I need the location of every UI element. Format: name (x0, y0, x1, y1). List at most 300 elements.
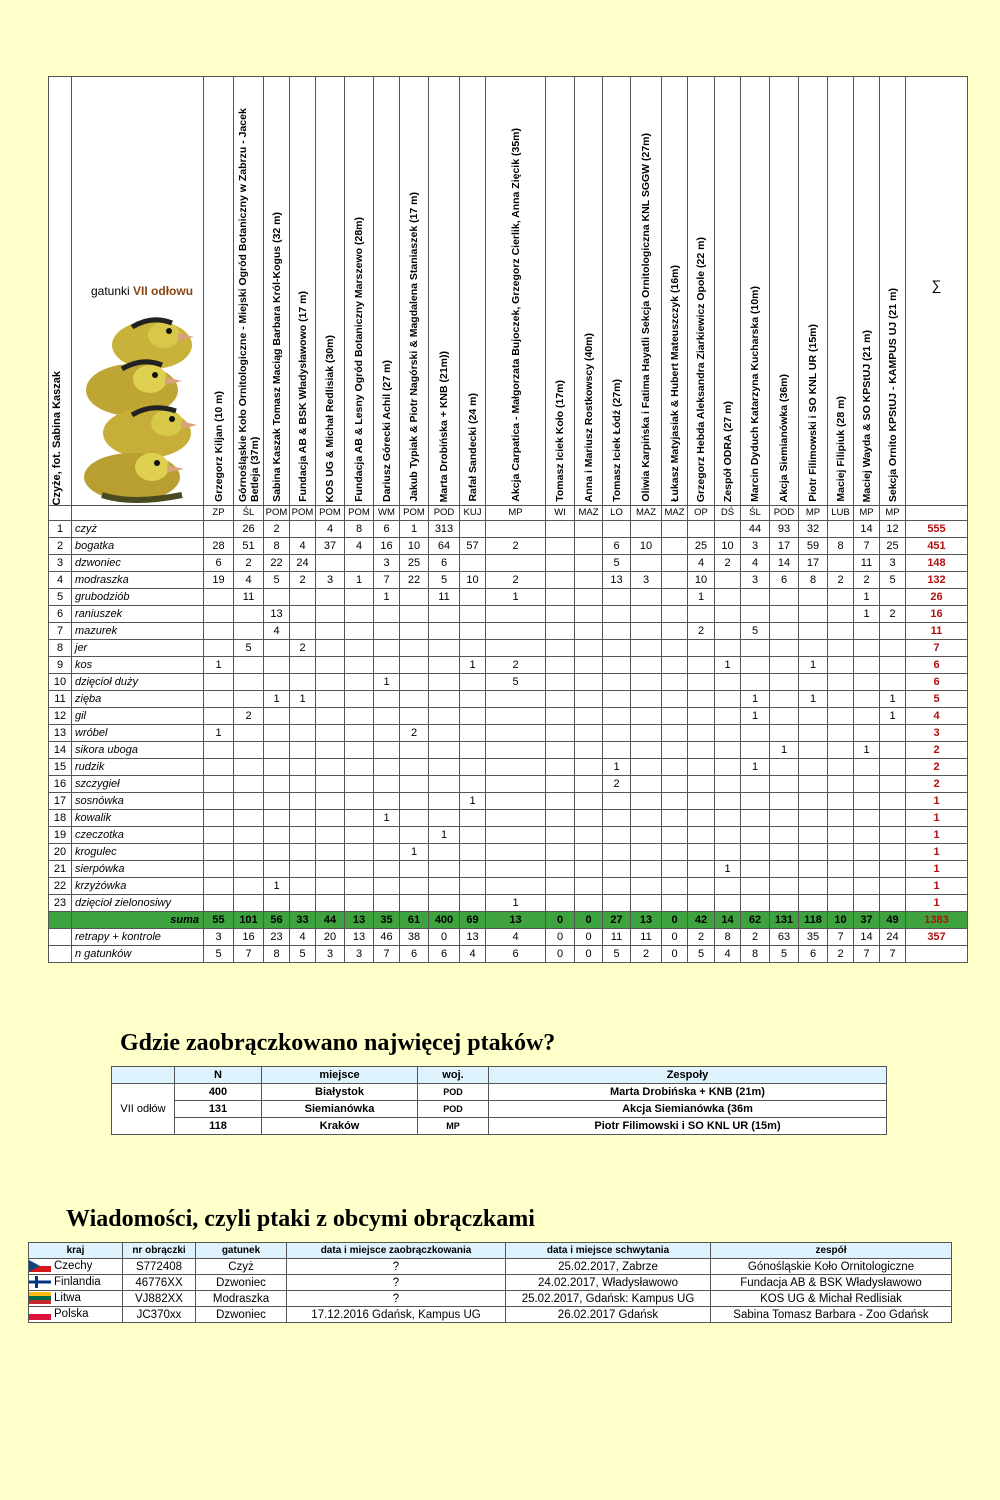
team-name: Piotr Filimowski i SO KNL UR (15m) (807, 324, 819, 502)
count-cell (345, 810, 374, 827)
team-header (603, 77, 631, 506)
n_gatunkow-row (49, 946, 968, 963)
team-name: Maciej Filipiuk (28 m) (834, 396, 847, 502)
species-row (49, 555, 968, 572)
team-name: Sekcja Ornito KPStUJ - KAMPUS UJ (21 m) (886, 287, 899, 502)
species-row (49, 572, 968, 589)
count-cell (688, 708, 715, 725)
count-cell: 1 (486, 895, 546, 912)
retrapy-cell: 3 (204, 929, 234, 946)
count-cell: 5 (880, 572, 906, 589)
species-total: 2 (906, 742, 968, 759)
count-cell: 32 (799, 521, 828, 538)
species-row (49, 861, 968, 878)
count-cell: 1 (603, 759, 631, 776)
count-cell (770, 844, 799, 861)
count-cell (662, 861, 688, 878)
count-cell (715, 810, 741, 827)
species-total: 16 (906, 606, 968, 623)
count-cell (546, 759, 575, 776)
count-cell (575, 555, 603, 572)
count-cell: 5 (603, 555, 631, 572)
region-code: WM (374, 506, 400, 521)
region-code: MP (799, 506, 828, 521)
count-cell: 10 (460, 572, 486, 589)
count-cell (603, 725, 631, 742)
count-cell: 51 (234, 538, 264, 555)
count-cell: 6 (770, 572, 799, 589)
count-cell (546, 606, 575, 623)
species-total: 1 (906, 810, 968, 827)
species-name: kos (72, 657, 204, 674)
count-cell (631, 674, 662, 691)
count-cell: 5 (741, 623, 770, 640)
count-cell (603, 878, 631, 895)
count-cell: 2 (854, 572, 880, 589)
retrapy-cell: 4 (486, 929, 546, 946)
count-cell: 24 (290, 555, 316, 572)
count-cell (715, 895, 741, 912)
count-cell (204, 708, 234, 725)
count-cell (662, 691, 688, 708)
count-cell: 25 (688, 538, 715, 555)
row-number: 6 (49, 606, 72, 623)
count-cell: 4 (234, 572, 264, 589)
count-cell (770, 708, 799, 725)
count-cell (290, 623, 316, 640)
count-cell (880, 674, 906, 691)
count-cell (575, 742, 603, 759)
count-cell (631, 589, 662, 606)
ring-number: 46776XX (123, 1275, 196, 1291)
region-code: KUJ (460, 506, 486, 521)
count-cell (662, 844, 688, 861)
count-cell: 13 (603, 572, 631, 589)
row-number: 16 (49, 776, 72, 793)
count-cell (741, 589, 770, 606)
count-cell: 2 (828, 572, 854, 589)
count-cell: 57 (460, 538, 486, 555)
team-name: Akcja Siemianówka (36m) (778, 373, 790, 502)
row-number: 11 (49, 691, 72, 708)
count-cell (290, 844, 316, 861)
count-cell (715, 640, 741, 657)
count-cell (264, 861, 290, 878)
count-cell (345, 606, 374, 623)
count-cell (880, 861, 906, 878)
top-places-col-header: Zespoły (489, 1067, 887, 1084)
suma-cell: 13 (486, 912, 546, 929)
species-total: 2 (906, 759, 968, 776)
count-cell (460, 708, 486, 725)
count-cell (770, 827, 799, 844)
n_gatunkow-cell: 5 (204, 946, 234, 963)
row-number: 2 (49, 538, 72, 555)
count-cell (741, 674, 770, 691)
count-cell (715, 623, 741, 640)
count-cell (741, 844, 770, 861)
count-cell (603, 691, 631, 708)
count-cell (234, 623, 264, 640)
team-name: Gónośląskie Koło Ornitologiczne (711, 1259, 952, 1275)
count-cell (234, 691, 264, 708)
team-header (290, 77, 316, 506)
count-cell: 2 (603, 776, 631, 793)
count-cell (234, 606, 264, 623)
row-number: 15 (49, 759, 72, 776)
count-cell (828, 793, 854, 810)
team-name: Maciej Wayda & SO KPStUJ (21 m) (860, 329, 873, 502)
species-total: 1 (906, 878, 968, 895)
count-cell (546, 623, 575, 640)
count-cell: 1 (460, 657, 486, 674)
retrapy-cell: 0 (575, 929, 603, 946)
count-cell (460, 759, 486, 776)
foreign-rings-heading: Wiadomości, czyli ptaki z obcymi obrączkami (66, 1206, 535, 1232)
foreign-ring-row (29, 1259, 952, 1275)
count-cell: 1 (345, 572, 374, 589)
row-number: 22 (49, 878, 72, 895)
top-places-col-header: woj. (418, 1067, 489, 1084)
retrapy-cell: 24 (880, 929, 906, 946)
count-cell (204, 521, 234, 538)
count-cell (374, 623, 400, 640)
count-cell (400, 674, 429, 691)
count-cell: 1 (264, 878, 290, 895)
species-row (49, 742, 968, 759)
count-cell (546, 691, 575, 708)
suma-label: suma (72, 912, 204, 929)
count-cell (374, 861, 400, 878)
top-places-col-header: N (175, 1067, 262, 1084)
species-total: 4 (906, 708, 968, 725)
n_gatunkow-cell: 0 (575, 946, 603, 963)
count-cell (316, 742, 345, 759)
count-cell (854, 827, 880, 844)
species-total: 6 (906, 674, 968, 691)
count-cell (799, 861, 828, 878)
count-cell (631, 521, 662, 538)
count-cell (662, 759, 688, 776)
count-cell (345, 674, 374, 691)
count-cell (662, 572, 688, 589)
count-cell (662, 725, 688, 742)
count-cell (575, 521, 603, 538)
count-cell (688, 725, 715, 742)
n_gatunkow-cell: 5 (688, 946, 715, 963)
team-header (204, 77, 234, 506)
top-places-table (111, 1066, 887, 1135)
species-row (49, 776, 968, 793)
row-number: 18 (49, 810, 72, 827)
foreign-rings-col-header: nr obrączki (123, 1243, 196, 1259)
count-cell (234, 827, 264, 844)
species-total: 1 (906, 861, 968, 878)
poland-flag (29, 1308, 51, 1320)
count-cell (688, 691, 715, 708)
count-cell (290, 759, 316, 776)
count-cell (429, 640, 460, 657)
species-name: czyż (72, 521, 204, 538)
count-cell (741, 827, 770, 844)
species-row (49, 691, 968, 708)
team-header (799, 77, 828, 506)
count-cell: 25 (400, 555, 429, 572)
photo-caption-cell (49, 77, 72, 506)
team-header (460, 77, 486, 506)
suma-cell: 56 (264, 912, 290, 929)
team-name: Dariusz Górecki Achil (27 m) (380, 360, 393, 502)
species-total: 1 (906, 793, 968, 810)
retrapy-cell: 23 (264, 929, 290, 946)
species-total: 7 (906, 640, 968, 657)
count-cell (631, 861, 662, 878)
count-cell (345, 895, 374, 912)
count-cell: 3 (374, 555, 400, 572)
birds-count: 400 (175, 1084, 262, 1101)
count-cell (460, 589, 486, 606)
count-cell (460, 521, 486, 538)
count-cell (854, 657, 880, 674)
count-cell (880, 776, 906, 793)
count-cell (603, 589, 631, 606)
team-name: Grzegorz Hebda Aleksandra Ziarkiewicz Opole (22 m) (695, 236, 707, 502)
count-cell (429, 742, 460, 759)
count-cell: 3 (316, 572, 345, 589)
count-cell: 8 (799, 572, 828, 589)
count-cell (400, 657, 429, 674)
voivodeship: POD (418, 1101, 489, 1118)
count-cell (345, 742, 374, 759)
count-cell: 2 (688, 623, 715, 640)
count-cell (799, 759, 828, 776)
count-cell (400, 742, 429, 759)
count-cell (429, 895, 460, 912)
count-cell (662, 589, 688, 606)
count-cell (770, 640, 799, 657)
count-cell (460, 640, 486, 657)
count-cell (264, 589, 290, 606)
retrapy-cell: 46 (374, 929, 400, 946)
count-cell: 2 (290, 572, 316, 589)
region-code: ZP (204, 506, 234, 521)
count-cell: 14 (770, 555, 799, 572)
count-cell (345, 878, 374, 895)
count-cell (290, 810, 316, 827)
top-places-header-row (112, 1067, 887, 1084)
species-total: 1 (906, 895, 968, 912)
suma-cell: 37 (854, 912, 880, 929)
count-cell (374, 742, 400, 759)
count-cell (799, 589, 828, 606)
team-name: Tomasz Iciek Łódź (27m) (610, 379, 623, 502)
count-cell (546, 589, 575, 606)
species-name: Dzwoniec (196, 1275, 287, 1291)
n_gatunkow-total (906, 946, 968, 963)
count-cell (688, 674, 715, 691)
n_gatunkow-cell: 8 (741, 946, 770, 963)
count-cell (460, 810, 486, 827)
count-cell (429, 606, 460, 623)
species-row (49, 521, 968, 538)
count-cell: 44 (741, 521, 770, 538)
count-cell (741, 640, 770, 657)
count-cell: 22 (264, 555, 290, 572)
count-cell (400, 793, 429, 810)
row-number: 5 (49, 589, 72, 606)
count-cell (770, 674, 799, 691)
count-cell (316, 725, 345, 742)
count-cell (575, 759, 603, 776)
count-cell (290, 861, 316, 878)
finland-flag (29, 1276, 51, 1288)
count-cell (429, 623, 460, 640)
team-name: Sabina Tomasz Barbara - Zoo Gdańsk (711, 1307, 952, 1323)
n_gatunkow-cell: 5 (290, 946, 316, 963)
team-name: Fundacja AB & BSK Władysławowo (17 m) (296, 291, 309, 502)
count-cell (603, 640, 631, 657)
count-cell (631, 640, 662, 657)
count-cell: 5 (429, 572, 460, 589)
team-header (880, 77, 906, 506)
count-cell (546, 572, 575, 589)
count-cell (264, 725, 290, 742)
count-cell (290, 895, 316, 912)
count-cell: 2 (715, 555, 741, 572)
count-cell (345, 657, 374, 674)
count-cell: 22 (400, 572, 429, 589)
count-cell (345, 759, 374, 776)
n_gatunkow-cell: 6 (400, 946, 429, 963)
species-total: 11 (906, 623, 968, 640)
count-cell: 4 (345, 538, 374, 555)
count-cell (880, 793, 906, 810)
foreign-ring-row (29, 1307, 952, 1323)
team-name: Marta Drobińska + KNB (21m) (489, 1084, 887, 1101)
region-code: POM (400, 506, 429, 521)
retrapy-cell: 7 (828, 929, 854, 946)
count-cell (603, 895, 631, 912)
species-total: 26 (906, 589, 968, 606)
count-cell (264, 793, 290, 810)
team-name: Tomasz Iciek Koło (17m) (554, 380, 566, 502)
count-cell (828, 521, 854, 538)
count-cell (662, 827, 688, 844)
count-cell (770, 878, 799, 895)
count-cell (460, 895, 486, 912)
region-code: MAZ (631, 506, 662, 521)
count-cell (264, 674, 290, 691)
count-cell (204, 895, 234, 912)
count-cell: 19 (204, 572, 234, 589)
count-cell (603, 844, 631, 861)
species-row (49, 657, 968, 674)
suma-cell: 44 (316, 912, 345, 929)
row-number: 4 (49, 572, 72, 589)
count-cell: 59 (799, 538, 828, 555)
foreign-rings-col-header: zespół (711, 1243, 952, 1259)
count-cell (429, 657, 460, 674)
count-cell (575, 674, 603, 691)
count-cell (345, 793, 374, 810)
count-cell: 6 (204, 555, 234, 572)
count-cell (204, 674, 234, 691)
count-cell (546, 521, 575, 538)
team-name: KOS UG & Michał Redlisiak (711, 1291, 952, 1307)
count-cell (234, 793, 264, 810)
count-cell: 4 (316, 521, 345, 538)
row-number: 10 (49, 674, 72, 691)
row-number: 17 (49, 793, 72, 810)
count-cell (854, 776, 880, 793)
count-cell (316, 793, 345, 810)
count-cell (546, 555, 575, 572)
count-cell (828, 827, 854, 844)
count-cell (741, 742, 770, 759)
count-cell (546, 861, 575, 878)
count-cell (460, 691, 486, 708)
count-cell (546, 674, 575, 691)
count-cell (603, 827, 631, 844)
region-code: MAZ (575, 506, 603, 521)
count-cell: 3 (741, 572, 770, 589)
capture-date-place: 25.02.2017, Zabrze (506, 1259, 711, 1275)
ring-number: JC370xx (123, 1307, 196, 1323)
count-cell (400, 776, 429, 793)
count-cell: 11 (854, 555, 880, 572)
species-total: 6 (906, 657, 968, 674)
count-cell (234, 657, 264, 674)
species-total: 451 (906, 538, 968, 555)
region-code: LO (603, 506, 631, 521)
count-cell: 2 (234, 708, 264, 725)
row-number: 21 (49, 861, 72, 878)
count-cell (741, 657, 770, 674)
count-cell (799, 725, 828, 742)
count-cell (828, 674, 854, 691)
count-cell: 5 (264, 572, 290, 589)
top-places-col-header: miejsce (262, 1067, 418, 1084)
count-cell (631, 708, 662, 725)
retrapy-cell: 13 (460, 929, 486, 946)
count-cell: 1 (854, 606, 880, 623)
count-cell (715, 708, 741, 725)
region-code: POD (770, 506, 799, 521)
count-cell (575, 725, 603, 742)
count-cell: 4 (264, 623, 290, 640)
count-cell: 1 (880, 691, 906, 708)
count-cell (546, 844, 575, 861)
count-cell (688, 895, 715, 912)
count-cell (345, 844, 374, 861)
retrapy-cell: 2 (741, 929, 770, 946)
count-cell (575, 708, 603, 725)
count-cell: 1 (854, 742, 880, 759)
species-name: krzyżówka (72, 878, 204, 895)
species-name: bogatka (72, 538, 204, 555)
count-cell: 8 (828, 538, 854, 555)
count-cell (575, 844, 603, 861)
count-cell (264, 742, 290, 759)
count-cell (575, 810, 603, 827)
n_gatunkow-cell: 5 (603, 946, 631, 963)
count-cell (460, 878, 486, 895)
count-cell (234, 895, 264, 912)
count-cell (234, 725, 264, 742)
count-cell: 1 (880, 708, 906, 725)
count-cell: 11 (429, 589, 460, 606)
row-number: 7 (49, 623, 72, 640)
